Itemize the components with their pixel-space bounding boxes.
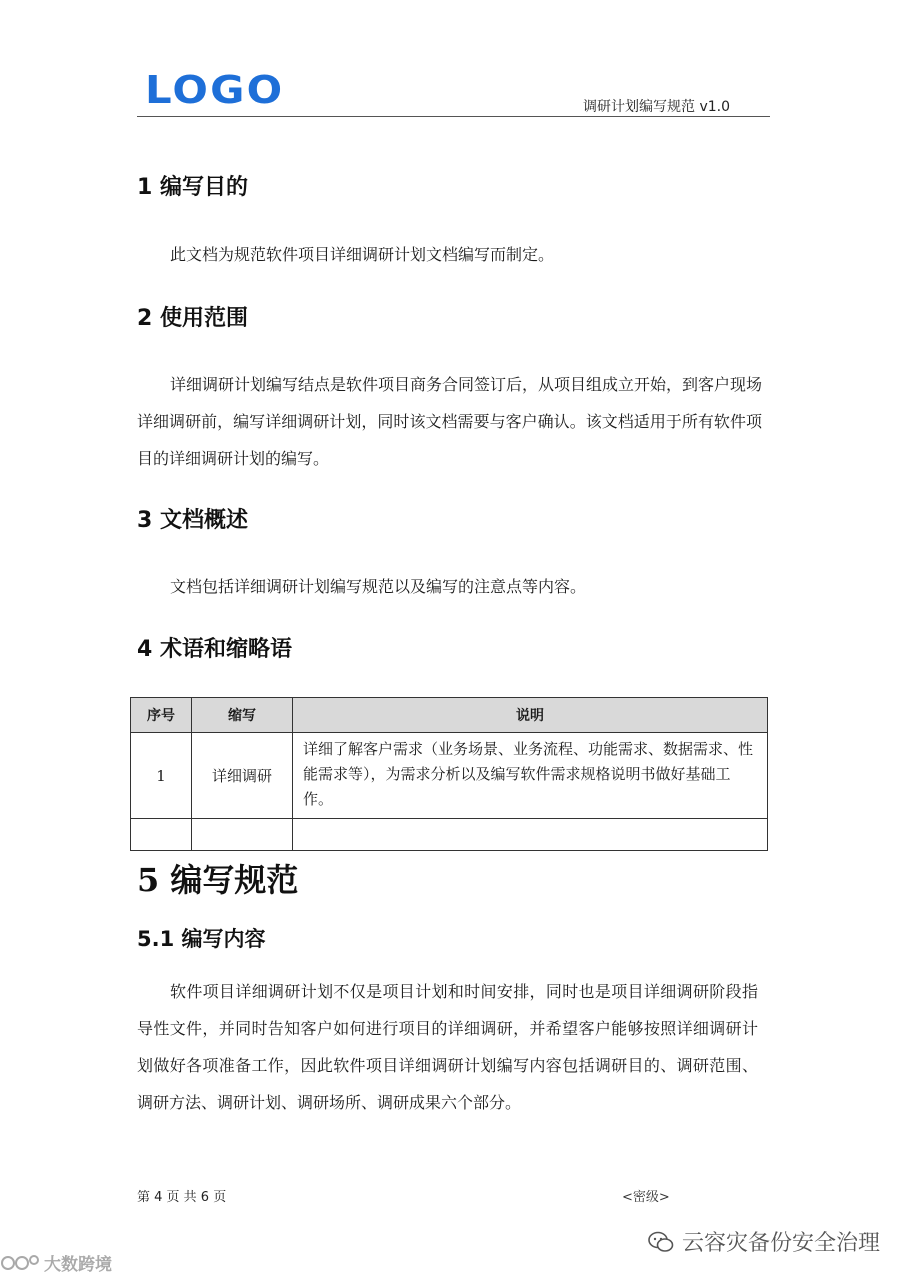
watermark-right xyxy=(648,1226,880,1257)
security-level: <密级> xyxy=(622,1190,670,1205)
table-row xyxy=(131,819,768,851)
section-heading-purpose: 1 编写目的 xyxy=(137,175,248,200)
subsection-heading-content: 5.1 编写内容 xyxy=(137,927,266,951)
watermark-left xyxy=(0,1250,112,1275)
section-heading-terms: 4 术语和缩略语 xyxy=(137,637,292,662)
watermark-left-text: 大数跨境 xyxy=(44,1255,112,1275)
cell-abbr xyxy=(192,819,293,851)
subsection-body-content: 软件项目详细调研计划不仅是项目计划和时间安排，同时也是项目详细调研阶段指导性文件，并同时告知客户如何进行项目的详细调研，并希望客户能够按照详细调研计划做好各项准备工作，因此软件项目详细调研计划编写内容包括调研目的、调研范围、调研方法、调研计划、调研场所、调研成果六个部分。 xyxy=(137,982,758,1112)
terms-table xyxy=(130,697,768,851)
section-heading-scope: 2 使用范围 xyxy=(137,306,248,331)
cell-abbr: 详细调研 xyxy=(192,733,293,819)
cell-desc: 详细了解客户需求（业务场景、业务流程、功能需求、数据需求、性能需求等），为需求分析以及编写软件需求规格说明书做好基础工作。 xyxy=(293,733,768,819)
section-heading-overview: 3 文档概述 xyxy=(137,508,248,533)
section-heading-spec: 5 编写规范 xyxy=(137,861,299,899)
table-header-row xyxy=(131,698,768,733)
brand-mark-icon xyxy=(0,1252,40,1274)
page-number: 第 4 页 共 6 页 xyxy=(137,1190,227,1205)
document-title: 调研计划编写规范 v1.0 xyxy=(583,99,730,115)
header-divider xyxy=(137,116,770,117)
logo: LOGO xyxy=(145,68,285,112)
section-body-overview: 文档包括详细调研计划编写规范以及编写的注意点等内容。 xyxy=(170,577,587,596)
wechat-icon xyxy=(648,1231,674,1253)
section-body-scope: 详细调研计划编写结点是软件项目商务合同签订后，从项目组成立开始，到客户现场详细调研前，编写详细调研计划，同时该文档需要与客户确认。该文档适用于所有软件项目的详细调研计划的编写。 xyxy=(137,375,763,468)
cell-seq: 1 xyxy=(131,733,192,819)
column-header-desc: 说明 xyxy=(293,698,768,733)
watermark-right-text: 云容灾备份安全治理 xyxy=(682,1231,881,1256)
cell-desc xyxy=(293,819,768,851)
table-row xyxy=(131,733,768,819)
column-header-abbr: 缩写 xyxy=(192,698,293,733)
section-body-purpose: 此文档为规范软件项目详细调研计划文档编写而制定。 xyxy=(170,245,555,264)
cell-seq xyxy=(131,819,192,851)
column-header-seq: 序号 xyxy=(131,698,192,733)
